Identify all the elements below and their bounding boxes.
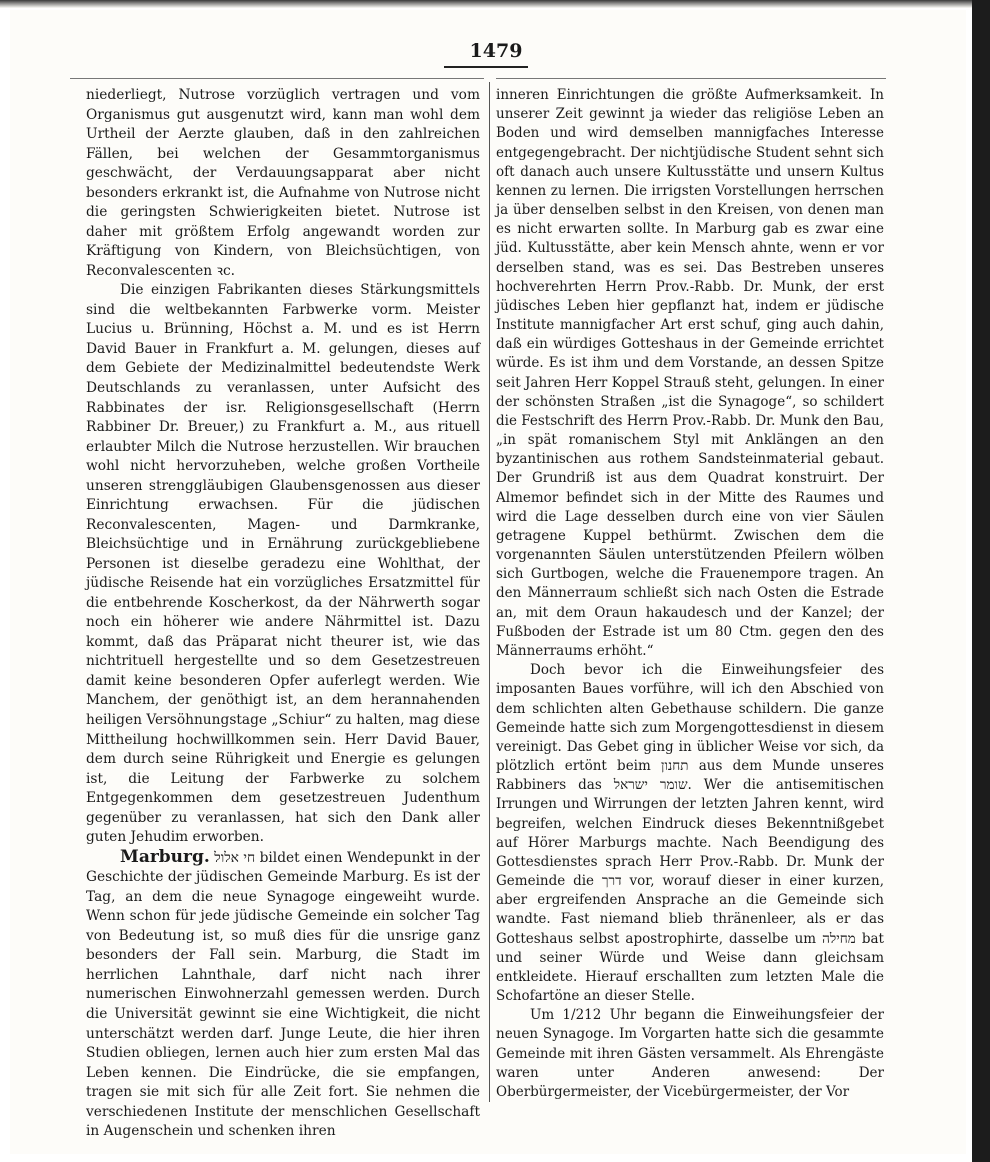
paragraph-marburg-text: חי אלול bildet einen Wendepunkt in der Geschichte der jüdischen Gemeinde Marburg. Es ist der Tag, an dem die neue Synagoge eingeweiht wurde. Wenn schon für jede jüdische Gemeinde ein solcher Tag von Bedeutung ist, so muß dies für die unsrige ganz besonders der Fall sein. Marburg, die Stadt im herrlichen Lahnthale, darf nicht nach ihrer numerischen Einwohnerzahl gemessen werden. Durch die Universität gewinnt sie eine Wichtigkeit, die nicht unterschätzt werden darf. Junge Leute, die hier ihren Studien obliegen, lernen auch hier zum ersten Mal das Leben kennen. Die Eindrücke, die sie empfangen, tragen sie mit sich für alle Zeit fort. Sie nehmen die verschiedenen Institute der menschlichen Gesellschaft in Augenschein und schenken ihren [86,849,480,1140]
left-column [86,86,480,1142]
paragraph-nutrose-1: niederliegt, Nutrose vorzüglich vertragen und vom Organismus gut ausgenutzt wird, kann man wohl dem Urtheil der Aerzte glauben, daß in den zahlreichen Fällen, bei welchen der Gesammtorganismus geschwächt, der Verdauungsapparat aber nicht besonders erkrankt ist, die Aufnahme von Nutrose nicht die geringsten Schwierigkeiten bietet. Nutrose ist daher mit größtem Erfolg angewandt worden zur Kräftigung von Kindern, von Bleichsüchtigen, von Reconvalescenten ꝛc. [86,87,480,279]
paragraph-marburg [86,848,480,1142]
paragraph-synagogue-2: Doch bevor ich die Einweihungsfeier des imposanten Baues vorführe, will ich den Abschied von dem schlichten alten Gebethause schildern. Die ganze Gemeinde hatte sich zum Morgengottesdienst in diesem vereinigt. Das Gebet ging in üblicher Weise vor sich, da plötzlich ertönt beim תחנון aus dem Munde unseres Rabbiners das שומר ישראל. Wer die antisemitischen Irrungen und Wirrungen der letzten Jahren kennt, wird begreifen, welchen Eindruck dieses Bekenntnißgebet auf Hörer Marburgs machte. Nach Beendigung des Gottesdienstes sprach Herr Prov.-Rabb. Dr. Munk der Gemeinde die דרך vor, worauf dieser in einer kurzen, aber ergreifenden Ansprache an die Gemeinde sich wandte. Fast niemand blieb thränenleer, als er das Gotteshaus selbst apostrophirte, dasselbe um מחילה bat und seiner Würde und Weise dann gleichsam entkleidete. Hierauf erschallten zum letzten Male die Schofartöne an dieser Stelle. [496,662,885,1005]
page-number-rule [444,66,528,68]
paragraph-synagogue-1: inneren Einrichtungen die größte Aufmerksamkeit. In unserer Zeit gewinnt ja wieder das religiöse Leben an Boden und wird demselben mannigfaches Interesse entgegengebracht. Der nichtjüdische Student sehnt sich oft danach auch unsere Kultusstätte und unsern Kultus kennen zu lernen. Die irrigsten Vorstellungen herrschen ja über denselben selbst in den Kreisen, von denen man es nicht erwarten sollte. In Marburg gab es zwar eine jüd. Kultusstätte, aber kein Mensch ahnte, wenn er vor derselben stand, was es sei. Das Bestreben unseres hochverehrten Herrn Prov.-Rabb. Dr. Munk, der erst jüdisches Leben hier gepflanzt hat, indem er jüdische Institute mannigfacher Art erst schuf, ging auch dahin, daß ein würdiges Gotteshaus in der Gemeinde errichtet würde. Es ist ihm und dem Vorstande, an dessen Spitze seit Jahren Herr Koppel Strauß steht, gelungen. In einer der schönsten Straßen „ist die Synagoge“, so schildert die Festschrift des Herrn Prov.-Rabb. Dr. Munk den Bau, „in spät romanischem Styl mit Anklängen an den byzantinischen aus rothem Sandsteinmaterial gebaut. Der Grundriß ist aus dem Quadrat konstruirt. Der Almemor befindet sich in der Mitte des Raumes und wird die Lage desselben durch eine von vier Säulen getragene Kuppel bethürmt. Zwischen dem die vorgenannten Säulen unterstützenden Pfeilern wölben sich Gurtbogen, welche die Frauenempore tragen. An den Männerraum schließt sich nach Osten die Estrade an, mit dem Oraun hakaudesch und der Kanzel; der Fußboden der Estrade ist um 80 Ctm. gegen den des Männerraums erhöht.“ [496,87,884,659]
right-column [496,86,884,1102]
section-heading-marburg: Marburg. [120,846,210,867]
paragraph-nutrose-2: Die einzigen Fabrikanten dieses Stärkungsmittels sind die weltbekannten Farbwerke vorm. Meister Lucius u. Brünning, Höchst a. M. und es ist Herrn David Bauer in Frankfurt a. M. gelungen, dieses auf dem Gebiete der Medizinalmittel bedeutendste Werk Deutschlands zu veranlassen, unter Aufsicht des Rabbinates der isr. Religionsgesellschaft (Herrn Rabbiner Dr. Breuer,) zu Frankfurt a. M., aus rituell erlaubter Milch die Nutrose herzustellen. Wir brauchen wohl nicht hervorzuheben, welche großen Vortheile unseren strenggläubigen Glaubensgenossen aus dieser Einrichtung erwachsen. Für die jüdischen Reconvalescenten, Magen- und Darmkranke, Bleichsüchtige und in Ernährung zurückgebliebene Personen ist dieselbe geradezu eine Wohlthat, der jüdische Reisende hat ein vorzügliches Ersatzmittel für die entbehrende Koscherkost, da der Nährwerth sogar noch ein höherer wie andere Nährmittel ist. Dazu kommt, daß das Präparat nicht theurer ist, wie das nichtrituell hergestellte und so dem Gesetzestreuen damit keine besonderen Opfer auferlegt werden. Wie Manchem, der genöthigt ist, an dem herannahenden heiligen Versöhnungstage „Schiur“ zu halten, mag diese Mittheilung hochwillkommen sein. Herr David Bauer, dem durch seine Rührigkeit und Energie es gelungen ist, die Leitung der Farbwerke zu solchem Entgegenkommen dem gesetzestreuen Judenthum gegenüber zu veranlassen, hat sich den Dank aller guten Jehudim erworben. [86,282,480,846]
column-divider [489,82,490,1102]
scan-edge-right [972,0,990,1162]
scan-edge-top [0,0,990,8]
page-number: 1479 [469,40,523,62]
header-rule-right [496,78,886,79]
header-rule-left [70,78,484,79]
paragraph-synagogue-3: Um 1/212 Uhr begann die Einweihungsfeier der neuen Synagoge. Im Vorgarten hatte sich die gesammte Gemeinde mit ihren Gästen versammelt. Als Ehrengäste waren unter Anderen anwesend: Der Oberbürgermeister, der Vicebürgermeister, der Vor [496,1007,884,1100]
